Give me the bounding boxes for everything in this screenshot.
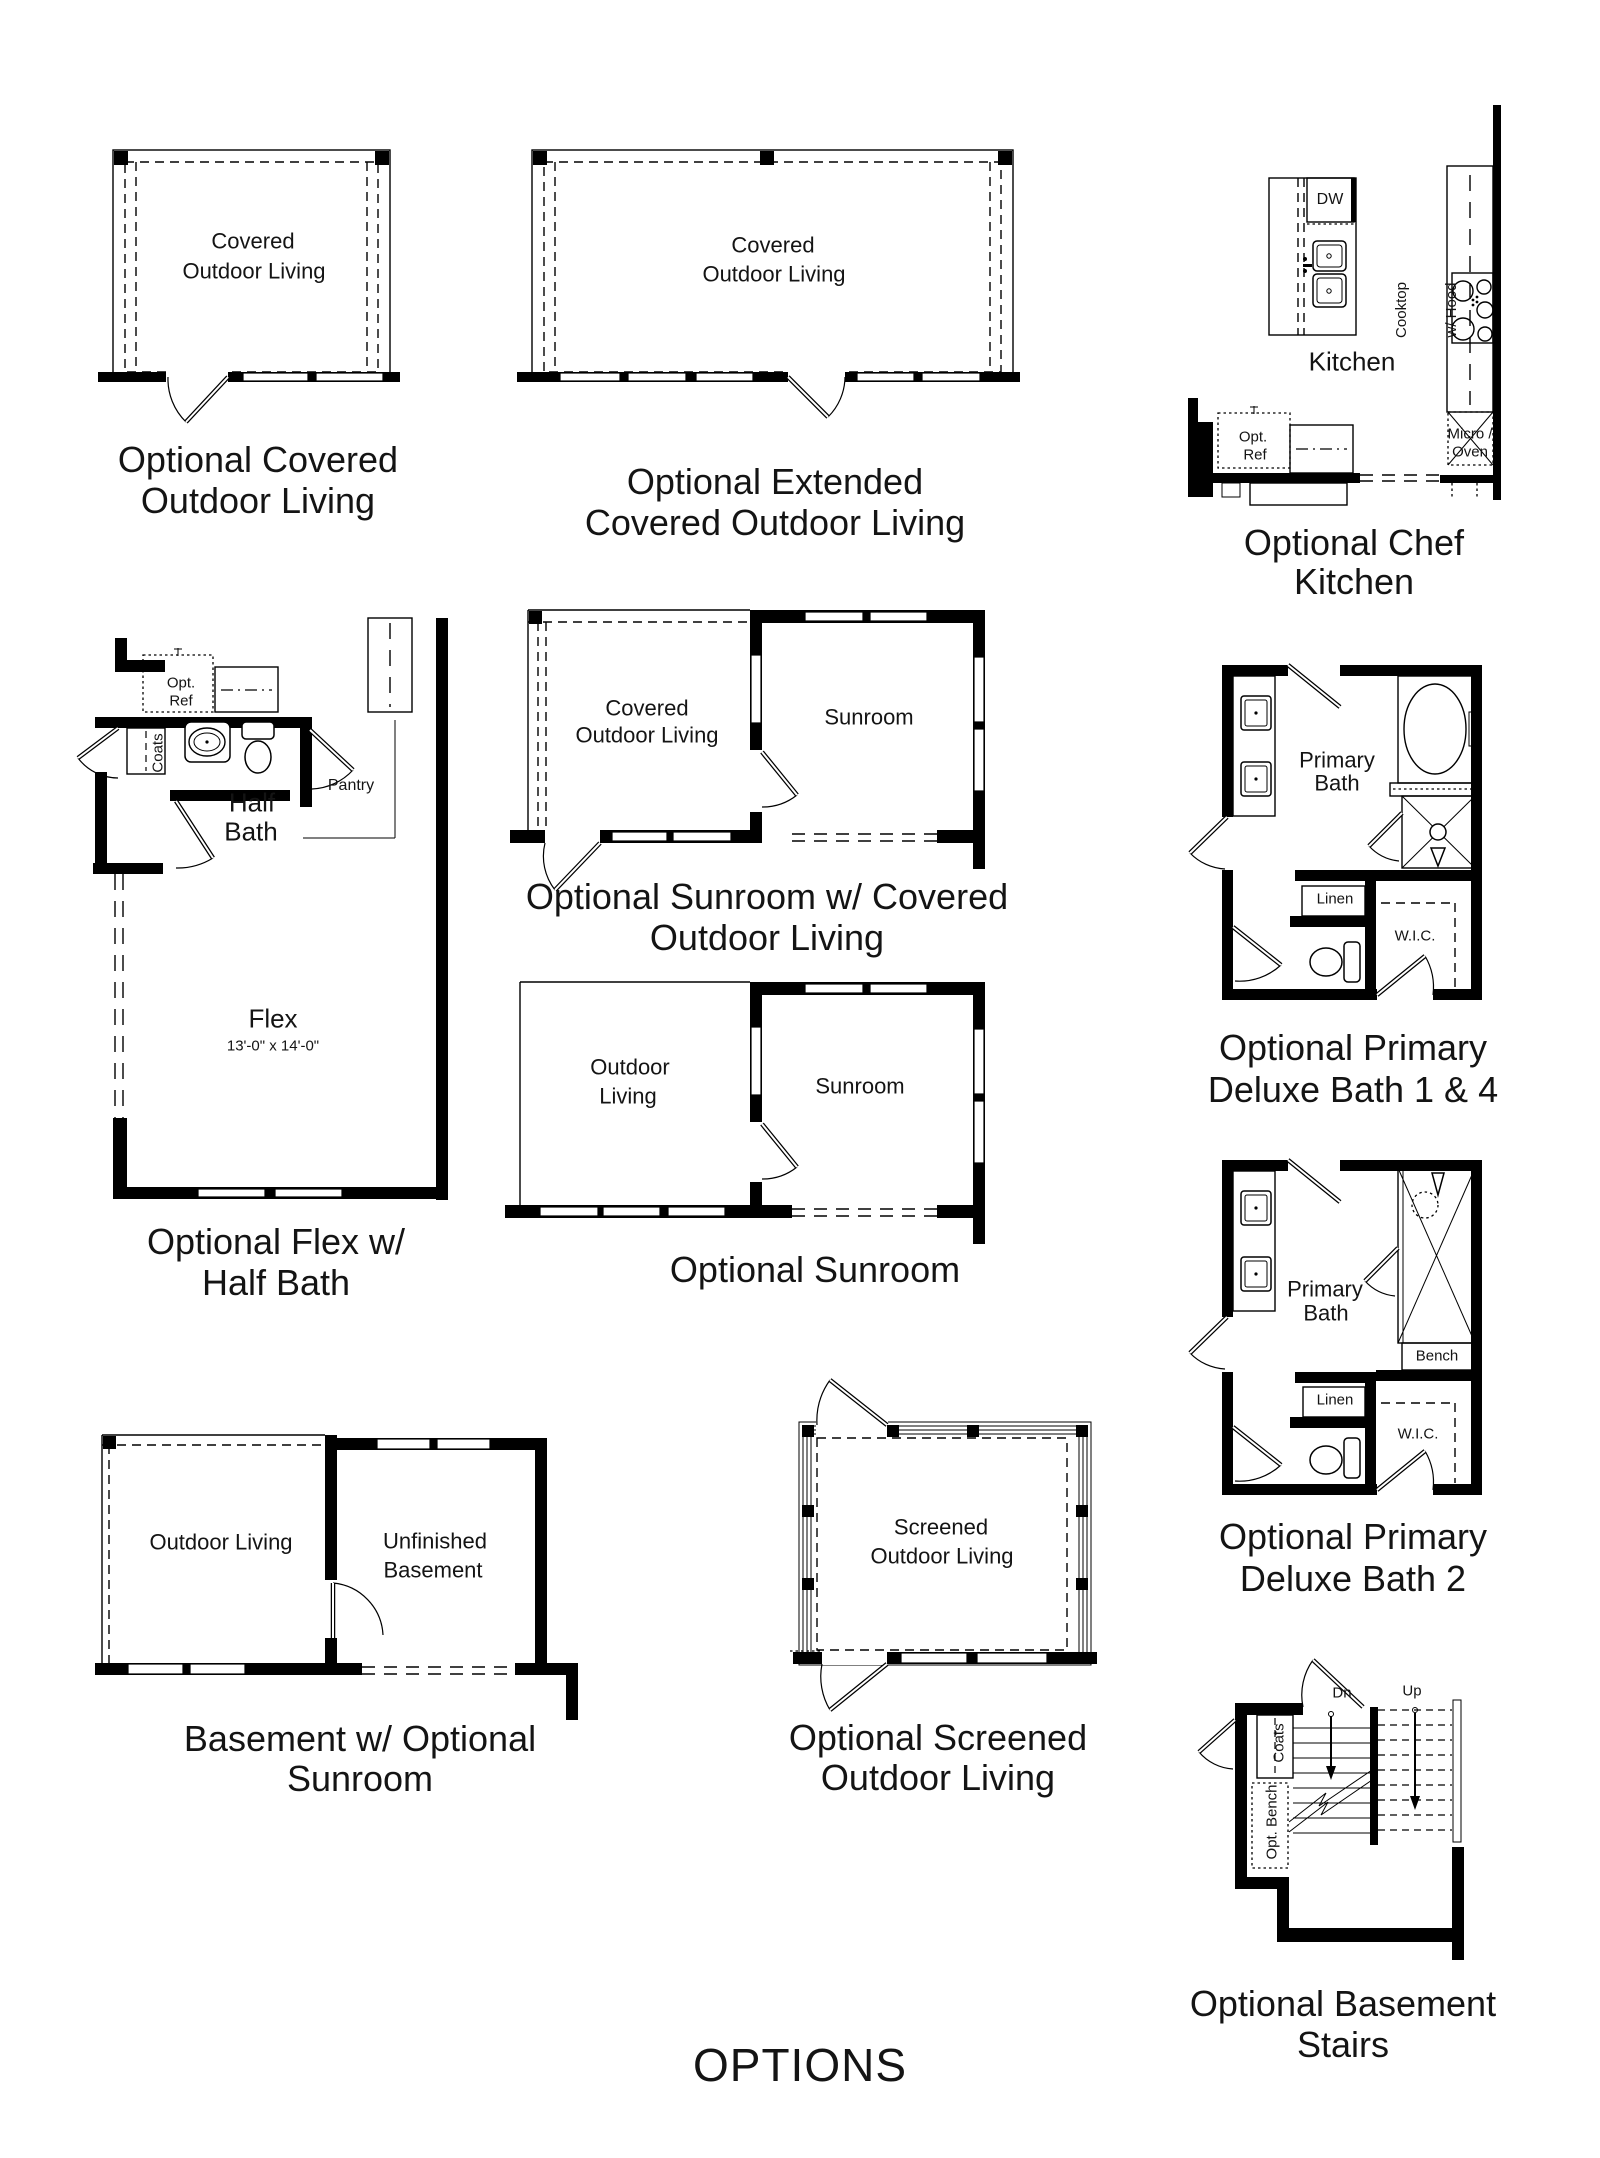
room-label: Basement bbox=[383, 1557, 483, 1583]
linen-label: Linen bbox=[1316, 890, 1354, 908]
plan-caption: Optional Primary bbox=[1218, 1515, 1488, 1557]
cooktop-label-line: w/ Hood bbox=[1442, 282, 1460, 338]
dishwasher-label: DW bbox=[1316, 191, 1344, 209]
opt-bench-label: Opt. Bench bbox=[1263, 1784, 1281, 1860]
room-label-flex: Flex bbox=[248, 1003, 298, 1034]
cooktop-label bbox=[1360, 282, 1494, 338]
room-label: Bath bbox=[1303, 1300, 1349, 1326]
shower-door-swing-icon bbox=[1369, 813, 1402, 861]
door-swing-icon bbox=[762, 752, 797, 807]
door-swing-icon bbox=[333, 1583, 383, 1638]
plan-caption: Basement w/ Optional bbox=[183, 1717, 537, 1759]
room-label-pantry: Pantry bbox=[327, 777, 375, 795]
wic-label: W.I.C. bbox=[1394, 927, 1436, 945]
double-sink-icon bbox=[1303, 241, 1346, 307]
sunroom-covered-outdoor-living-drawing bbox=[505, 595, 1025, 910]
toilet-room-door-swing-icon bbox=[1233, 927, 1281, 981]
toilet-room-door-swing-icon bbox=[1233, 1427, 1281, 1481]
cooktop-label-line: Cooktop bbox=[1392, 282, 1410, 338]
stairs-dn-label: Dn bbox=[1332, 1684, 1352, 1702]
plan-caption: Optional Chef bbox=[1243, 521, 1465, 563]
room-label: Covered bbox=[605, 695, 689, 721]
plan-optional-basement-stairs bbox=[1185, 1650, 1515, 2090]
shower-icon bbox=[1402, 796, 1475, 868]
flex-half-bath-drawing bbox=[55, 615, 465, 1215]
room-label: Outdoor Living bbox=[182, 258, 326, 284]
plan-caption: Stairs bbox=[1296, 2023, 1390, 2065]
vanity-sinks-icon bbox=[1233, 676, 1275, 816]
sink-icon bbox=[185, 722, 230, 762]
vanity-sinks-icon bbox=[1233, 1171, 1275, 1311]
primary-deluxe-bath-1-4-drawing bbox=[1185, 650, 1515, 1050]
plan-caption: Optional Covered bbox=[117, 438, 399, 480]
plan-caption: Outdoor Living bbox=[820, 1756, 1056, 1798]
plan-optional-extended-covered-outdoor-living bbox=[505, 100, 1025, 560]
room-label: Outdoor Living bbox=[575, 722, 719, 748]
opt-ref-label: Ref bbox=[169, 692, 193, 710]
roof-post-icon bbox=[533, 151, 1012, 165]
roof-post-icon bbox=[103, 1436, 116, 1449]
roof-post-icon bbox=[529, 611, 542, 624]
bathtub-icon bbox=[1398, 676, 1475, 783]
plan-optional-chef-kitchen bbox=[1150, 95, 1600, 615]
stairs-up-icon bbox=[1378, 1708, 1452, 1831]
room-label-outdoor-living: Outdoor Living bbox=[149, 1529, 293, 1555]
room-label-sunroom: Sunroom bbox=[815, 1073, 905, 1099]
plan-optional-primary-deluxe-bath-2 bbox=[1185, 1145, 1515, 1615]
plan-caption: Optional Flex w/ bbox=[146, 1220, 406, 1262]
toilet-icon bbox=[242, 722, 274, 773]
plan-caption: Optional Sunroom w/ Covered bbox=[525, 875, 1009, 917]
shower-door-swing-icon bbox=[1365, 1248, 1398, 1296]
room-label: Living bbox=[599, 1083, 657, 1109]
room-label: Primary bbox=[1287, 1276, 1363, 1302]
room-label: Outdoor Living bbox=[702, 261, 846, 287]
plan-caption: Outdoor Living bbox=[649, 916, 885, 958]
micro-oven-label: Micro / bbox=[1447, 425, 1493, 443]
plan-optional-covered-outdoor-living bbox=[78, 100, 408, 530]
stairs-up-label: Up bbox=[1402, 1682, 1422, 1700]
plan-caption: Optional Primary bbox=[1218, 1026, 1488, 1068]
plan-caption: Deluxe Bath 1 & 4 bbox=[1207, 1068, 1499, 1110]
entry-door-swing-icon bbox=[1199, 1720, 1235, 1769]
door-swing-icon bbox=[762, 1124, 797, 1179]
room-label: Unfinished bbox=[383, 1528, 487, 1554]
plan-caption: Optional Screened bbox=[788, 1716, 1088, 1758]
room-label: Outdoor Living bbox=[870, 1543, 1014, 1569]
plan-optional-primary-deluxe-bath-1-4 bbox=[1185, 650, 1515, 1120]
walk-in-shower-icon bbox=[1398, 1168, 1475, 1370]
door-swing-icon bbox=[821, 1664, 887, 1710]
plan-optional-sunroom-w-covered-outdoor-living bbox=[505, 595, 1025, 965]
room-label: Bath bbox=[1314, 770, 1360, 796]
plan-caption: Covered Outdoor Living bbox=[584, 501, 966, 543]
plan-caption: Outdoor Living bbox=[140, 479, 376, 521]
room-label-sunroom: Sunroom bbox=[824, 704, 914, 730]
roof-post-icon bbox=[114, 151, 389, 165]
basement-sunroom-drawing bbox=[95, 1425, 615, 1725]
plan-caption: Half Bath bbox=[201, 1261, 351, 1303]
coats-label: Coats bbox=[149, 733, 167, 773]
linen-label: Linen bbox=[1316, 1391, 1354, 1409]
micro-oven-label: Oven bbox=[1452, 443, 1488, 461]
plan-optional-flex-w-half-bath bbox=[55, 615, 465, 1315]
entry-door-swing-icon bbox=[78, 728, 118, 778]
plan-caption: Sunroom bbox=[286, 1757, 434, 1799]
plan-optional-sunroom bbox=[505, 965, 1025, 1305]
stairs-down-icon bbox=[1289, 1712, 1375, 1834]
plan-basement-w-optional-sunroom bbox=[95, 1425, 615, 1825]
opt-ref-label: Opt. bbox=[166, 674, 196, 692]
door-swing-icon bbox=[168, 377, 228, 422]
wic-label: W.I.C. bbox=[1397, 1425, 1439, 1443]
primary-deluxe-bath-2-drawing bbox=[1185, 1145, 1515, 1545]
room-label: Primary bbox=[1299, 747, 1375, 773]
screen-door-swing-icon bbox=[817, 1380, 887, 1425]
room-label: Covered bbox=[211, 228, 295, 254]
toilet-icon bbox=[1310, 1438, 1360, 1478]
plan-caption: Optional Basement bbox=[1189, 1982, 1497, 2024]
room-label: Covered bbox=[731, 232, 815, 258]
coats-label: Coats bbox=[1270, 1723, 1288, 1763]
room-label: Screened bbox=[893, 1514, 989, 1540]
plan-optional-screened-outdoor-living bbox=[790, 1370, 1110, 1810]
sunroom-drawing bbox=[505, 965, 1025, 1260]
plan-caption: Kitchen bbox=[1293, 560, 1415, 602]
plan-caption: Deluxe Bath 2 bbox=[1239, 1557, 1467, 1599]
room-label: Outdoor bbox=[590, 1054, 670, 1080]
room-dimensions: 13'-0" x 14'-0" bbox=[226, 1037, 320, 1055]
plan-caption: Optional Sunroom bbox=[669, 1248, 961, 1290]
room-label-half-bath: Half bbox=[228, 787, 276, 818]
toilet-icon bbox=[1310, 942, 1360, 982]
bench-label: Bench bbox=[1415, 1347, 1459, 1365]
plan-caption: Optional Extended bbox=[626, 460, 924, 502]
opt-ref-label: Opt. bbox=[1238, 428, 1268, 446]
opt-ref-label: Ref bbox=[1243, 446, 1267, 464]
room-label-kitchen: Kitchen bbox=[1308, 346, 1396, 377]
page-title: OPTIONS bbox=[692, 2039, 908, 2092]
half-bath-door-swing-icon bbox=[176, 801, 213, 868]
room-label-half-bath: Bath bbox=[224, 816, 278, 847]
